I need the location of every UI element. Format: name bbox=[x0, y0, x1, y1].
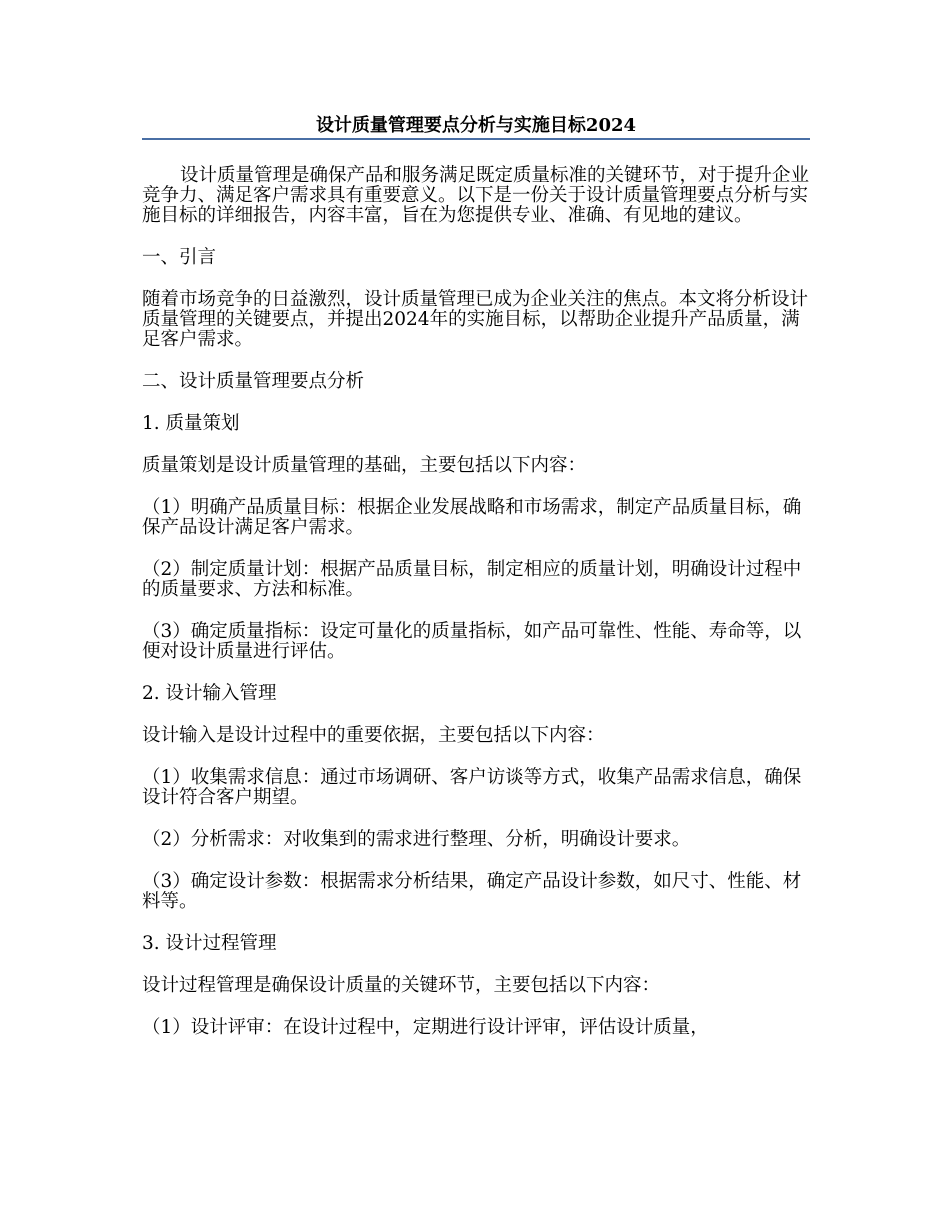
intro-paragraph: 设计质量管理是确保产品和服务满足既定质量标准的关键环节，对于提升企业竞争力、满足客户需求具有重要意义。以下是一份关于设计质量管理要点分析与实施目标的详细报告，内容丰富，旨在为您提供专业、准确、有见地的建议。 bbox=[142, 165, 810, 226]
subsection-heading-quality-planning: 1. 质量策划 bbox=[142, 413, 240, 434]
quality-planning-item-2: （2）制定质量计划：根据产品质量目标，制定相应的质量计划，明确设计过程中的质量要求、方法和标准。 bbox=[142, 559, 802, 600]
design-input-paragraph: 设计输入是设计过程中的重要依据，主要包括以下内容： bbox=[142, 725, 605, 746]
subsection-heading-design-process: 3. 设计过程管理 bbox=[142, 933, 277, 954]
quality-planning-item-1: （1）明确产品质量目标：根据企业发展战略和市场需求，制定产品质量目标，确保产品设计满足客户需求。 bbox=[142, 497, 802, 538]
title-underline bbox=[142, 138, 810, 140]
subsection-heading-design-input: 2. 设计输入管理 bbox=[142, 683, 277, 704]
document-title: 设计质量管理要点分析与实施目标2024 bbox=[315, 115, 637, 136]
introduction-paragraph: 随着市场竞争的日益激烈，设计质量管理已成为企业关注的焦点。本文将分析设计质量管理的关键要点，并提出2024年的实施目标，以帮助企业提升产品质量，满足客户需求。 bbox=[142, 289, 809, 350]
quality-planning-paragraph: 质量策划是设计质量管理的基础，主要包括以下内容： bbox=[142, 455, 587, 476]
quality-planning-item-3: （3）确定质量指标：设定可量化的质量指标，如产品可靠性、性能、寿命等，以便对设计质量进行评估。 bbox=[142, 621, 802, 662]
design-process-item-1: （1）设计评审：在设计过程中，定期进行设计评审，评估设计质量， bbox=[142, 1017, 709, 1038]
section-heading-analysis: 二、设计质量管理要点分析 bbox=[142, 371, 365, 392]
design-process-paragraph: 设计过程管理是确保设计质量的关键环节，主要包括以下内容： bbox=[142, 975, 661, 996]
section-heading-introduction: 一、引言 bbox=[142, 247, 217, 268]
design-input-item-1: （1）收集需求信息：通过市场调研、客户访谈等方式，收集产品需求信息，确保设计符合客户期望。 bbox=[142, 767, 802, 808]
design-input-item-3: （3）确定设计参数：根据需求分析结果，确定产品设计参数，如尺寸、性能、材料等。 bbox=[142, 871, 802, 912]
document-body bbox=[142, 166, 810, 1060]
design-input-item-2: （2）分析需求：对收集到的需求进行整理、分析，明确设计要求。 bbox=[142, 829, 691, 850]
